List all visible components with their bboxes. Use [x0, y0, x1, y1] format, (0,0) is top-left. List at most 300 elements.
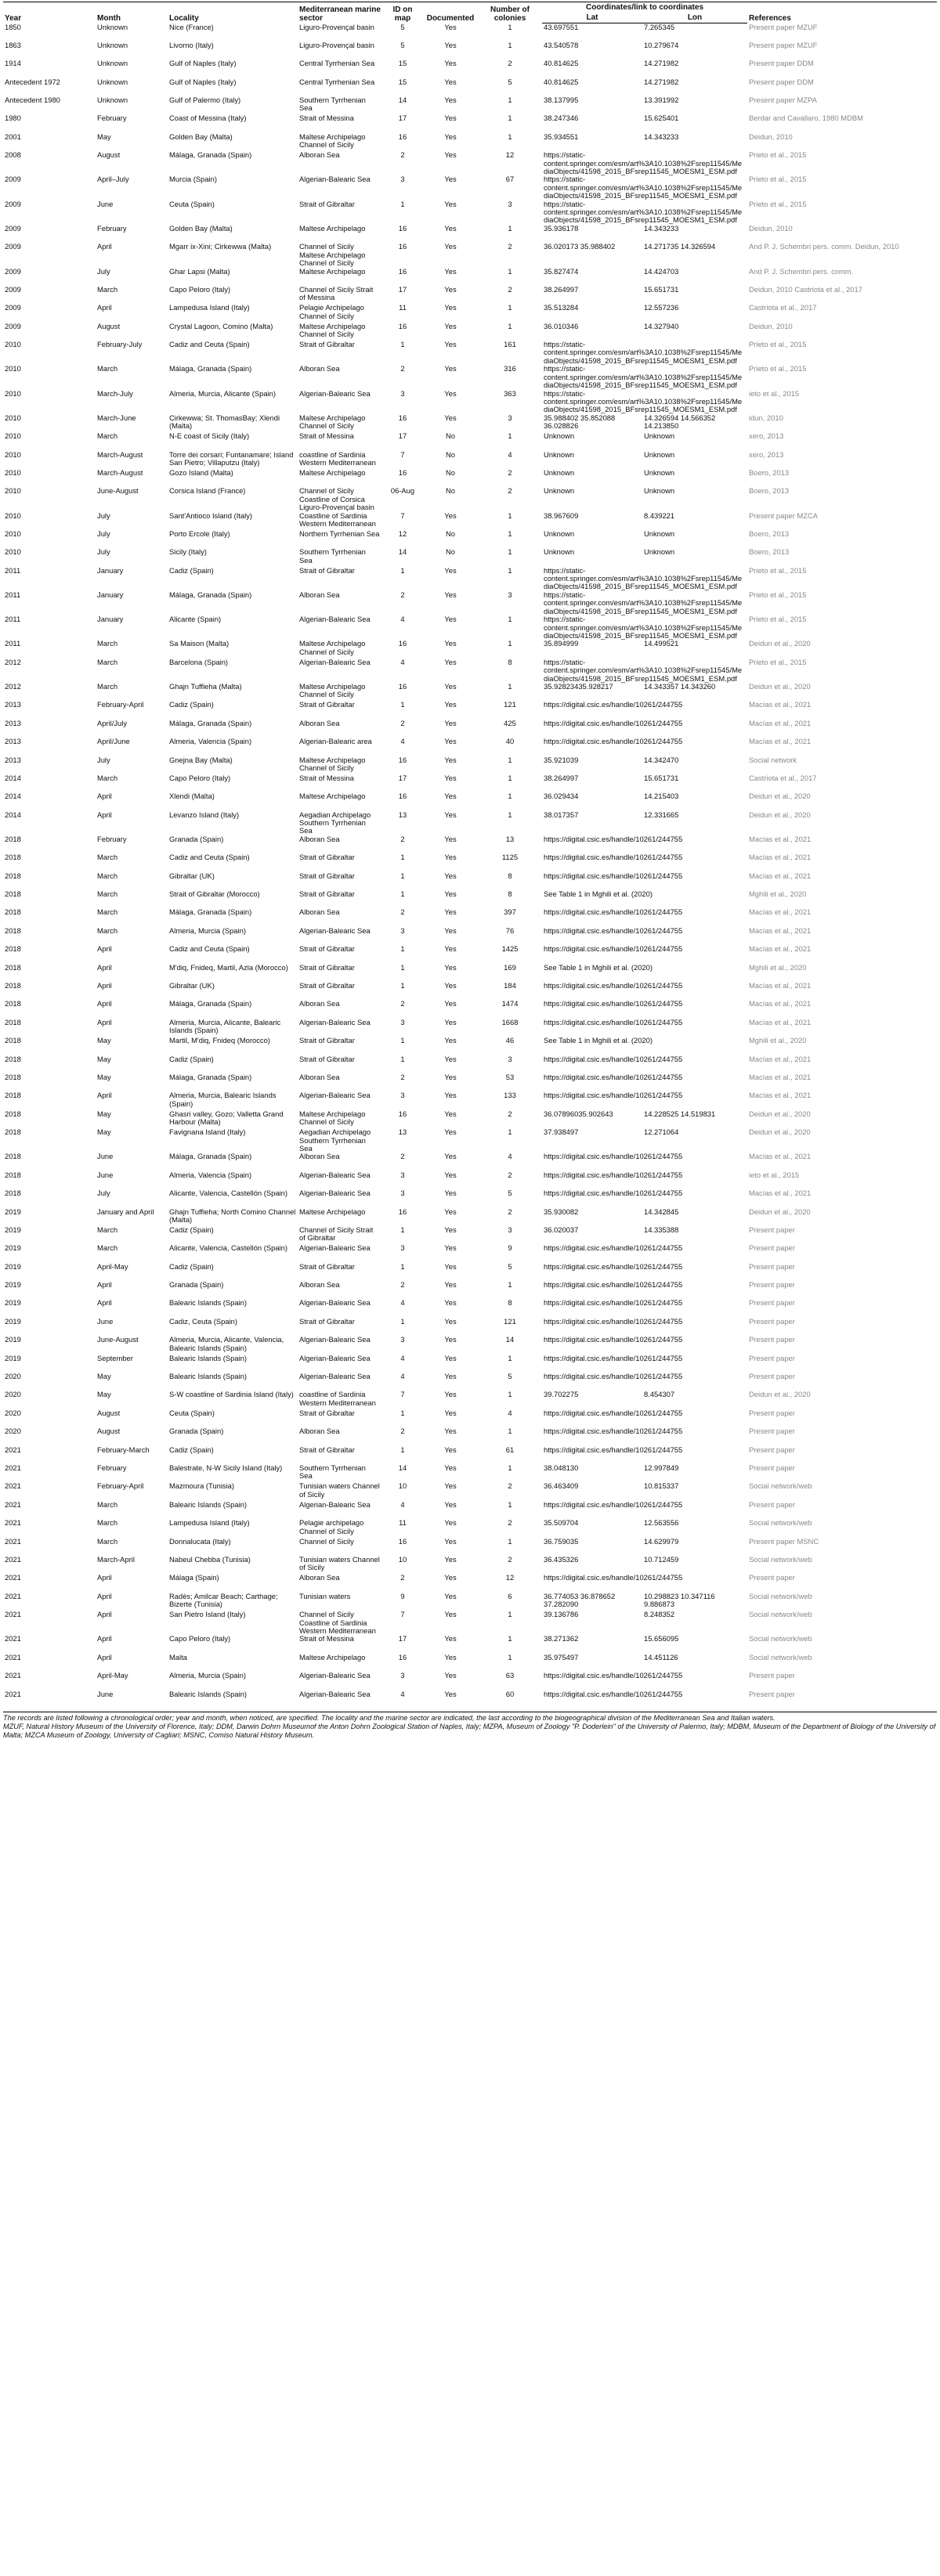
cell-month: March [97, 1536, 118, 1546]
cell-documented: Yes [444, 1689, 457, 1698]
cell-documented: Yes [444, 590, 457, 599]
cell-reference: Deidun, 2010 [749, 132, 793, 141]
cell-colonies: 1 [508, 1652, 512, 1661]
table-row [3, 811, 937, 835]
cell-month: Unknown [97, 77, 128, 86]
cell-documented: Yes [444, 1353, 457, 1362]
cell-id: 4 [400, 1689, 405, 1698]
cell-reference: Macías et al., 2021 [749, 1189, 812, 1198]
cell-reference: Prieto et al., 2015 [749, 175, 807, 184]
cell-documented: Yes [444, 999, 457, 1008]
cell-locality: Nabeul Chebba (Tunisia) [169, 1554, 251, 1564]
cell-lat: https://digital.csic.es/handle/10261/244755 [544, 907, 683, 917]
table-row [3, 548, 937, 566]
cell-documented: Yes [444, 907, 457, 917]
cell-locality: Lampedusa Island (Italy) [169, 1518, 250, 1528]
table-row [3, 756, 937, 774]
cell-lon: 14.271735 14.326594 [644, 242, 716, 251]
cell-lon: 14.271982 [644, 77, 679, 86]
cell-year: 2021 [5, 1554, 21, 1564]
cell-colonies: 8 [508, 889, 512, 899]
cell-reference: Present paper [749, 1316, 795, 1326]
cell-year: 2013 [5, 700, 21, 709]
cell-lat: https://digital.csic.es/handle/10261/244755 [544, 1689, 683, 1698]
cell-reference: Social network/web [749, 1610, 812, 1619]
cell-documented: Yes [444, 565, 457, 575]
cell-id: 3 [400, 175, 405, 184]
cell-month: March-June [97, 413, 136, 422]
cell-sector: Alboran Sea [299, 1152, 340, 1161]
cell-documented: Yes [444, 1372, 457, 1381]
cell-locality: Málaga, Granada (Spain) [169, 907, 252, 917]
cell-month: June-August [97, 1335, 139, 1344]
cell-id: 1 [400, 944, 405, 954]
cell-colonies: 14 [505, 1335, 515, 1344]
cell-documented: No [446, 467, 455, 477]
cell-lon: 12.331665 [644, 810, 679, 819]
table-row [3, 114, 937, 132]
cell-colonies: 1 [508, 773, 512, 782]
cell-reference: Macías et al., 2021 [749, 907, 812, 917]
cell-month: April [97, 810, 112, 819]
cell-year: 2010 [5, 529, 21, 538]
cell-locality: Favignana Island (Italy) [169, 1127, 246, 1137]
cell-locality: Porto Ercole (Italy) [169, 529, 230, 538]
table-row [3, 982, 937, 1000]
cell-month: May [97, 1072, 111, 1081]
cell-month: March [97, 1499, 118, 1509]
cell-year: 2018 [5, 1189, 21, 1198]
cell-sector: Coastline of Sardinia Western Mediterranean [299, 511, 376, 528]
cell-year: 2009 [5, 175, 21, 184]
cell-id: 2 [400, 364, 405, 373]
cell-month: May [97, 1372, 111, 1381]
cell-documented: Yes [444, 266, 457, 276]
cell-locality: Balearic Islands (Spain) [169, 1689, 248, 1698]
footnote-line-1: The records are listed following a chronological order; year and month, when noticed, are specified. The locality and the marine sector are indicated, the last according to the biogeographical division of the Mediterranean Sea and Italian waters. [3, 1713, 776, 1722]
cell-locality: S-W coastline of Sardinia Island (Italy) [169, 1390, 294, 1399]
cell-colonies: 161 [504, 340, 516, 349]
cell-year: 2010 [5, 449, 21, 459]
cell-year: 2021 [5, 1634, 21, 1643]
cell-lon: 14.228525 14.519831 [644, 1109, 716, 1118]
cell-colonies: 1425 [501, 944, 519, 954]
cell-sector: Algerian-Balearic Sea [299, 925, 371, 935]
cell-reference: Castriota et al., 2017 [749, 773, 817, 782]
cell-year: 2021 [5, 1591, 21, 1600]
cell-locality: Cadiz (Spain) [169, 700, 214, 709]
cell-lat: https://digital.csic.es/handle/10261/244755 [544, 1152, 683, 1161]
cell-month: August [97, 321, 121, 330]
cell-year: 2008 [5, 150, 21, 160]
footnote-line-2: MZUF, Natural History Museum of the University of Florence, Italy; DDM, Darwin Dohrn Museumof the Anton Dohrn Zoological Station of Naples, Italy; MZPA, Museum of Zoology "P. Doderlein" of the University of Palermo, Italy; MDBM, Museum of the Department of Biology of the University of Malta; MZCA Museum of Zoology, University of Cagliari; MSNC, Comiso Natural History Museum. [3, 1722, 936, 1739]
header-colonies: Number of colonies [478, 2, 542, 23]
cell-id: 2 [400, 1573, 405, 1582]
cell-id: 3 [400, 1671, 405, 1680]
cell-reference: ieto et al., 2015 [749, 388, 800, 398]
cell-colonies: 1 [508, 1390, 512, 1399]
cell-year: 2001 [5, 132, 21, 141]
cell-colonies: 169 [504, 962, 516, 972]
cell-lat: 38.264997 [544, 773, 579, 782]
table-row [3, 286, 937, 304]
cell-documented: Yes [444, 284, 457, 294]
cell-sector: Strait of Gibraltar [299, 853, 355, 862]
cell-year: 2019 [5, 1261, 21, 1271]
cell-documented: Yes [444, 853, 457, 862]
cell-reference: Deidun, 2010 Castriota et al., 2017 [749, 284, 862, 294]
cell-colonies: 13 [505, 834, 515, 843]
table-row [3, 268, 937, 286]
cell-locality: Barcelona (Spain) [169, 657, 229, 666]
cell-reference: Present paper MSNC [749, 1536, 819, 1546]
cell-lat: 38.017357 [544, 810, 579, 819]
table-row [3, 341, 937, 365]
cell-lat: https://digital.csic.es/handle/10261/244755 [544, 1671, 683, 1680]
cell-lat: See Table 1 in Mghili et al. (2020) [544, 889, 653, 899]
cell-year: 2011 [5, 565, 21, 575]
cell-reference: Prieto et al., 2015 [749, 150, 807, 160]
cell-colonies: 8 [508, 657, 512, 666]
cell-month: July [97, 755, 110, 764]
table-row [3, 1000, 937, 1018]
cell-sector: Maltese Archipelago Channel of Sicily [299, 1109, 366, 1127]
cell-id: 1 [400, 889, 405, 899]
cell-sector: Southern Tyrrhenian Sea [299, 547, 366, 565]
cell-month: July [97, 511, 110, 520]
cell-id: 1 [400, 565, 405, 575]
table-row [3, 243, 937, 267]
cell-lat: https://static-content.springer.com/esm/art%3A10.1038%2Fsrep11545/MediaObjects/41598_2015_BFsrep11545_MOESM1_ESM.pdf [544, 150, 743, 176]
cell-lat: https://digital.csic.es/handle/10261/244755 [544, 834, 683, 843]
cell-locality: Gibraltar (UK) [169, 871, 215, 880]
cell-colonies: 12 [505, 150, 515, 160]
cell-documented: Yes [444, 242, 457, 251]
table-row [3, 1556, 937, 1574]
cell-reference: Prieto et al., 2015 [749, 615, 807, 624]
cell-reference: Macías et al., 2021 [749, 834, 812, 843]
cell-lat: https://digital.csic.es/handle/10261/244755 [544, 1280, 683, 1290]
table-row [3, 567, 937, 591]
cell-reference: Present paper [749, 1225, 795, 1234]
cell-month: February [97, 223, 127, 233]
cell-lat: https://digital.csic.es/handle/10261/244755 [544, 1243, 683, 1253]
cell-sector: Alboran Sea [299, 1427, 340, 1436]
cell-year: 2018 [5, 1072, 21, 1081]
cell-reference: Deidun et al., 2020 [749, 1390, 811, 1399]
cell-month: January [97, 565, 124, 575]
cell-lon: Unknown [644, 449, 675, 459]
cell-colonies: 1 [508, 639, 512, 648]
table-row [3, 1635, 937, 1653]
cell-sector: Maltese Archipelago Channel of Sicily [299, 639, 366, 656]
cell-reference: Deidun, 2010 [749, 223, 793, 233]
cell-id: 1 [400, 871, 405, 880]
table-row [3, 853, 937, 871]
cell-colonies: 63 [505, 1671, 515, 1680]
cell-documented: Yes [444, 1189, 457, 1198]
cell-id: 2 [400, 150, 405, 160]
cell-sector: Algerian-Balearic Sea [299, 1091, 371, 1100]
cell-locality: Levanzo Island (Italy) [169, 810, 240, 819]
cell-id: 3 [400, 1243, 405, 1253]
cell-sector: Channel of Sicily Strait of Gibraltar [299, 1225, 374, 1243]
cell-lat: Unknown [544, 449, 575, 459]
cell-reference: Present paper [749, 1335, 795, 1344]
cell-year: 2011 [5, 615, 21, 624]
table-row [3, 1110, 937, 1128]
cell-year: 2009 [5, 321, 21, 330]
cell-lat: See Table 1 in Mghili et al. (2020) [544, 962, 653, 972]
cell-locality: Xlendi (Malta) [169, 792, 215, 801]
cell-locality: Granada (Spain) [169, 1280, 224, 1290]
cell-reference: Macías et al., 2021 [749, 1017, 812, 1026]
cell-id: 1 [400, 981, 405, 990]
cell-lat: https://static-content.springer.com/esm/art%3A10.1038%2Fsrep11545/MediaObjects/41598_2015_BFsrep11545_MOESM1_ESM.pdf [544, 657, 743, 683]
cell-id: 7 [400, 511, 405, 520]
cell-reference: Mghili et al., 2020 [749, 962, 807, 972]
cell-year: 2021 [5, 1689, 21, 1698]
cell-sector: Algerian-Balearic area [299, 737, 372, 746]
cell-reference: Social network/web [749, 1518, 812, 1528]
cell-colonies: 425 [504, 718, 516, 727]
cell-lat: 36.759035 [544, 1536, 579, 1546]
cell-year: 2009 [5, 199, 21, 208]
cell-reference: Macías et al., 2021 [749, 871, 812, 880]
cell-month: April [97, 1634, 112, 1643]
cell-sector: Channel of Sicily Maltese Archipelago Channel of Sicily [299, 242, 366, 268]
table-row [3, 1446, 937, 1464]
table-row [3, 890, 937, 908]
cell-lon: 12.557236 [644, 303, 679, 312]
cell-colonies: 8 [508, 871, 512, 880]
cell-lat: Unknown [544, 486, 575, 496]
cell-colonies: 1 [508, 1536, 512, 1546]
cell-month: April [97, 944, 112, 954]
cell-month: Unknown [97, 40, 128, 49]
cell-month: Unknown [97, 96, 128, 105]
cell-id: 5 [400, 22, 405, 31]
cell-sector: Channel of Sicily [299, 1536, 354, 1546]
cell-year: 2014 [5, 773, 21, 782]
cell-documented: Yes [444, 810, 457, 819]
cell-id: 12 [398, 529, 407, 538]
cell-sector: Maltese Archipelago Channel of Sicily [299, 132, 366, 150]
cell-lat: 35.827474 [544, 266, 579, 276]
cell-documented: Yes [444, 1316, 457, 1326]
cell-documented: Yes [444, 77, 457, 86]
cell-lat: https://digital.csic.es/handle/10261/244755 [544, 718, 683, 727]
table-row [3, 1593, 937, 1611]
cell-lat: 38.264997 [544, 284, 579, 294]
cell-reference: And P. J. Schembri pers. comm. [749, 266, 854, 276]
cell-month: July [97, 266, 110, 276]
cell-year: 1980 [5, 114, 21, 123]
cell-month: May [97, 1054, 111, 1063]
table-row [3, 1672, 937, 1690]
cell-month: April [97, 303, 112, 312]
cell-id: 14 [398, 96, 407, 105]
table-row [3, 658, 937, 683]
cell-documented: Yes [444, 175, 457, 184]
cell-reference: Prieto et al., 2015 [749, 340, 807, 349]
cell-year: 2010 [5, 467, 21, 477]
cell-sector: Tunisian waters [299, 1591, 351, 1600]
cell-colonies: 1 [508, 1353, 512, 1362]
cell-documented: Yes [444, 889, 457, 899]
table-row [3, 1482, 937, 1500]
cell-locality: Cadiz and Ceuta (Spain) [169, 853, 250, 862]
cell-lat: 35.930082 [544, 1207, 579, 1216]
cell-id: 1 [400, 1408, 405, 1417]
cell-lon: Unknown [644, 547, 675, 557]
cell-sector: coastline of Sardinia Western Mediterranean [299, 1390, 376, 1407]
cell-year: 2010 [5, 388, 21, 398]
cell-lon: 8.454307 [644, 1390, 675, 1399]
cell-documented: Yes [444, 96, 457, 105]
table-row [3, 1611, 937, 1635]
cell-reference: Present paper [749, 1372, 795, 1381]
cell-month: January [97, 615, 124, 624]
cell-year: 2010 [5, 413, 21, 422]
cell-month: May [97, 132, 111, 141]
cell-reference: Castriota et al., 2017 [749, 303, 817, 312]
cell-lat: 35.988402 35.852088 36.028826 [544, 413, 616, 431]
cell-colonies: 3 [508, 590, 512, 599]
table-row [3, 945, 937, 963]
cell-month: January [97, 590, 124, 599]
cell-colonies: 40 [505, 737, 515, 746]
cell-id: 16 [398, 755, 407, 764]
cell-locality: Gulf of Naples (Italy) [169, 77, 237, 86]
cell-locality: Donnalucata (Italy) [169, 1536, 231, 1546]
cell-lon: 14.342470 [644, 755, 679, 764]
cell-reference: Macías et al., 2021 [749, 718, 812, 727]
cell-id: 2 [400, 590, 405, 599]
cell-colonies: 2 [508, 486, 512, 496]
table-footnote [3, 1712, 937, 1740]
cell-documented: Yes [444, 1017, 457, 1026]
cell-year: 2021 [5, 1463, 21, 1472]
cell-documented: No [446, 529, 455, 538]
cell-colonies: 184 [504, 981, 516, 990]
cell-colonies: 1 [508, 681, 512, 691]
cell-sector: Liguro-Provençal basin [299, 40, 374, 49]
cell-lat: 36.463409 [544, 1481, 579, 1491]
table-row [3, 225, 937, 243]
cell-documented: Yes [444, 321, 457, 330]
cell-colonies: 8 [508, 1298, 512, 1308]
table-row [3, 1538, 937, 1556]
cell-reference: Deidun et al., 2020 [749, 1207, 811, 1216]
cell-documented: Yes [444, 615, 457, 624]
cell-sector: Strait of Gibraltar [299, 700, 355, 709]
table-row [3, 432, 937, 450]
cell-locality: Balearic Islands (Spain) [169, 1499, 248, 1509]
table-row [3, 1189, 937, 1207]
cell-id: 11 [399, 1518, 407, 1528]
cell-colonies: 1 [508, 303, 512, 312]
table-row [3, 530, 937, 548]
cell-locality: Cadiz and Ceuta (Spain) [169, 944, 250, 954]
cell-colonies: 2 [508, 1481, 512, 1491]
table-row [3, 390, 937, 414]
cell-locality: Gibraltar (UK) [169, 981, 215, 990]
cell-colonies: 67 [505, 175, 515, 184]
cell-id: 17 [398, 284, 407, 294]
cell-lat: https://static-content.springer.com/esm/art%3A10.1038%2Fsrep11545/MediaObjects/41598_2015_BFsrep11545_MOESM1_ESM.pdf [544, 590, 743, 615]
cell-lon: 14.326594 14.566352 14.213850 [644, 413, 716, 431]
cell-id: 14 [398, 547, 407, 557]
cell-id: 06-Aug [390, 486, 415, 496]
cell-locality: Cadiz (Spain) [169, 1225, 214, 1234]
cell-locality: Gnejna Bay (Malta) [169, 755, 233, 764]
cell-id: 7 [400, 449, 405, 459]
cell-reference: xero, 2013 [749, 449, 784, 459]
cell-lat: Unknown [544, 467, 575, 477]
cell-reference: Present paper [749, 1353, 795, 1362]
cell-sector: Alboran Sea [299, 150, 340, 160]
cell-sector: Maltese Archipelago [299, 266, 366, 276]
table-row [3, 414, 937, 432]
cell-lat: https://digital.csic.es/handle/10261/244755 [544, 1445, 683, 1454]
cell-id: 14 [398, 1463, 407, 1472]
cell-colonies: 1 [508, 266, 512, 276]
cell-documented: Yes [444, 1036, 457, 1045]
cell-month: April [97, 1573, 112, 1582]
table-row [3, 964, 937, 982]
table-row [3, 323, 937, 341]
cell-reference: Prieto et al., 2015 [749, 565, 807, 575]
cell-lat: 39.702275 [544, 1390, 579, 1399]
cell-colonies: 3 [508, 1054, 512, 1063]
table-row [3, 615, 937, 640]
cell-year: 2013 [5, 737, 21, 746]
cell-month: March [97, 907, 118, 917]
cell-documented: Yes [444, 1652, 457, 1661]
cell-id: 16 [398, 467, 407, 477]
cell-year: 2018 [5, 1127, 21, 1137]
cell-id: 1 [400, 1036, 405, 1045]
cell-lat: 36.020037 [544, 1225, 579, 1234]
cell-reference: Present paper MZCA [749, 511, 819, 520]
cell-reference: Social network/web [749, 1481, 812, 1491]
cell-documented: Yes [444, 388, 457, 398]
cell-documented: Yes [444, 681, 457, 691]
cell-reference: Present paper MZUF [749, 40, 818, 49]
cell-id: 2 [400, 1280, 405, 1290]
cell-reference: Deidun, 2010 [749, 321, 793, 330]
cell-id: 1 [400, 1261, 405, 1271]
cell-locality: Torre dei corsari; Funtanamare; Island San Pietro; Villaputzu (Italy) [169, 449, 294, 467]
cell-reference: Prieto et al., 2015 [749, 364, 807, 373]
table-row [3, 96, 937, 114]
cell-reference: Present paper MZUF [749, 22, 818, 31]
cell-month: March [97, 657, 118, 666]
cell-sector: Algerian-Balearic Sea [299, 1335, 371, 1344]
cell-documented: Yes [444, 1261, 457, 1271]
cell-year: 2021 [5, 1499, 21, 1509]
cell-id: 2 [400, 999, 405, 1008]
cell-month: April/June [97, 737, 130, 746]
cell-id: 17 [398, 1634, 407, 1643]
cell-colonies: 76 [505, 925, 515, 935]
cell-colonies: 2 [508, 242, 512, 251]
cell-id: 1 [400, 199, 405, 208]
cell-colonies: 4 [508, 449, 512, 459]
cell-colonies: 2 [508, 1518, 512, 1528]
cell-id: 2 [400, 907, 405, 917]
